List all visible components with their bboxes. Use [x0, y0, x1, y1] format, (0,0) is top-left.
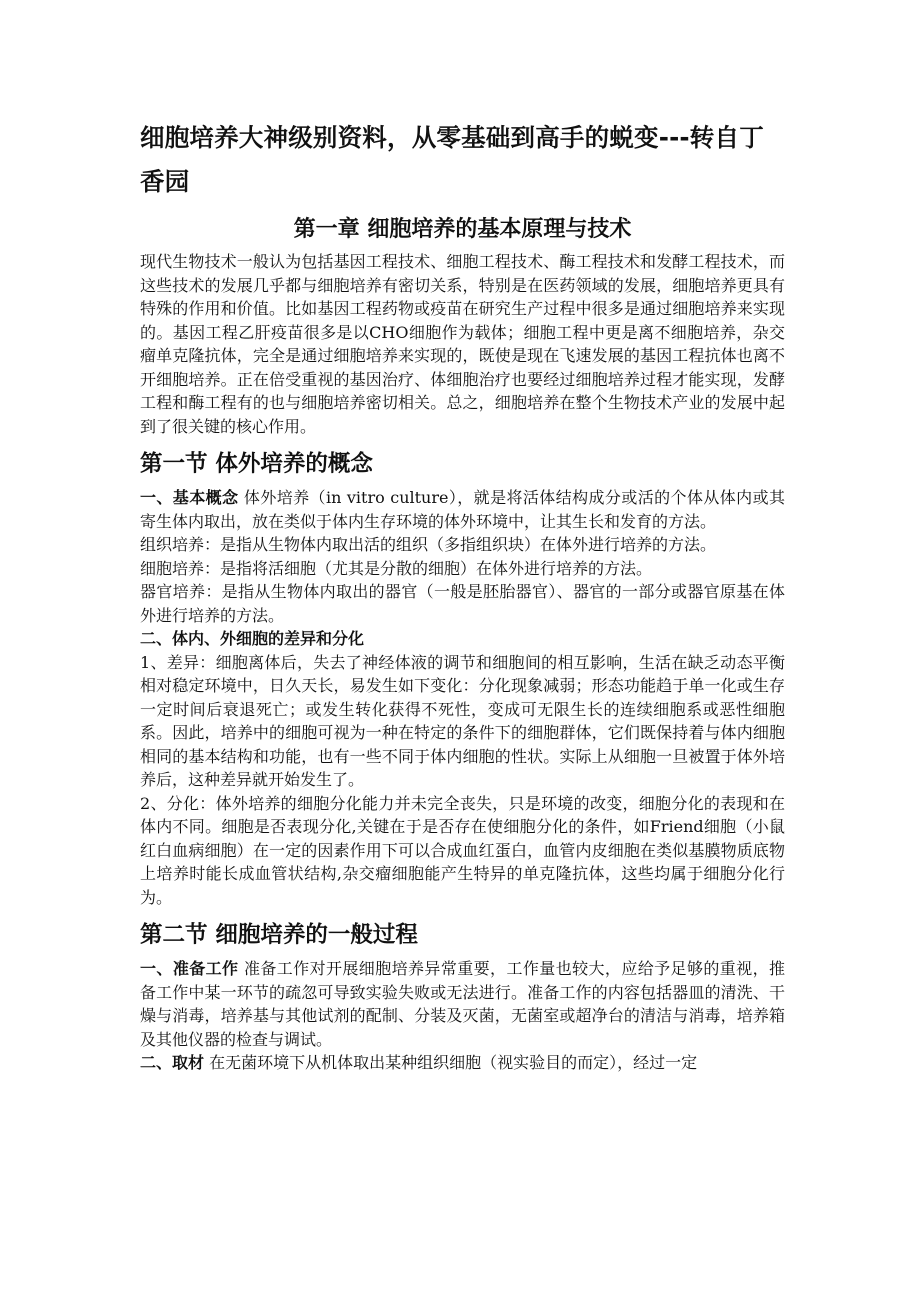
sampling-paragraph: [140, 1051, 785, 1075]
section-2-title: 第二节 细胞培养的一般过程: [140, 922, 418, 948]
document-page: [140, 100, 785, 1075]
tissue-culture-paragraph: 组织培养：是指从生物体内取出活的组织（多指组织块）在体外进行培养的方法。: [140, 535, 717, 554]
basic-concept-paragraph: [140, 486, 785, 533]
organ-culture-paragraph: 器官培养：是指从生物体内取出的器官（一般是胚胎器官）、器官的一部分或器官原基在体外进行培养的方法。: [140, 582, 785, 625]
intro-paragraph: 现代生物技术一般认为包括基因工程技术、细胞工程技术、酶工程技术和发酵工程技术，而这些技术的发展几乎都与细胞培养有密切关系，特别是在医药领域的发展，细胞培养更具有特殊的作用和价值。比如基因工程药物或疫苗在研究生产过程中很多是通过细胞培养来实现的。基因工程乙肝疫苗很多是以CHO细胞作为载体；细胞工程中更是离不细胞培养，杂交瘤单克隆抗体，完全是通过细胞培养来实现的，既使是现在飞速发展的基因工程抗体也离不开细胞培养。正在倍受重视的基因治疗、体细胞治疗也要经过细胞培养过程才能实现，发酵工程和酶工程有的也与细胞培养密切相关。总之，细胞培养在整个生物技术产业的发展中起到了很关键的核心作用。: [140, 252, 785, 436]
document-title: 细胞培养大神级别资料，从零基础到高手的蜕变---转自丁香园: [140, 123, 764, 196]
section-1-title: 第一节 体外培养的概念: [140, 451, 373, 477]
basic-concept-lead: 一、基本概念: [140, 488, 239, 507]
preparation-lead: 一、准备工作: [140, 959, 239, 978]
differentiation-paragraph: 2、分化：体外培养的细胞分化能力并未完全丧失，只是环境的改变，细胞分化的表现和在体内不同。细胞是否表现分化,关键在于是否存在使细胞分化的条件，如Friend细胞（小鼠红白血病细胞）在一定的因素作用下可以合成血红蛋白，血管内皮细胞在类似基膜物质底物上培养时能长成血管状结构,杂交瘤细胞能产生特异的单克隆抗体，这些均属于细胞分化行为。: [140, 793, 785, 907]
difference-subtitle: 二、体内、外细胞的差异和分化: [140, 629, 365, 648]
chapter-title: 第一章 细胞培养的基本原理与技术: [293, 217, 632, 242]
basic-concept-text: 体外培养（in vitro culture），就是将活体结构成分或活的个体从体内或其寄生体内取出，放在类似于体内生存环境的体外环境中，让其生长和发育的方法。: [140, 488, 785, 531]
cell-culture-paragraph: 细胞培养：是指将活细胞（尤其是分散的细胞）在体外进行培养的方法。: [140, 558, 653, 578]
preparation-paragraph: [140, 957, 785, 1051]
preparation-text: 准备工作对开展细胞培养异常重要，工作量也较大，应给予足够的重视，推备工作中某一环节的疏忽可导致实验失败或无法进行。准备工作的内容包括器皿的清洗、干燥与消毒，培养基与其他试剂的配制、分装及灭菌，无菌室或超净台的清洁与消毒，培养箱及其他仪器的检查与调试。: [140, 959, 785, 1049]
sampling-lead: 二、取材: [140, 1053, 205, 1072]
difference-paragraph: 1、差异：细胞离体后，失去了神经体液的调节和细胞间的相互影响，生活在缺乏动态平衡相对稳定环境中，日久天长，易发生如下变化：分化现象减弱；形态功能趋于单一化或生存一定时间后衰退死亡；或发生转化获得不死性，变成可无限生长的连续细胞系或恶性细胞系。因此，培养中的细胞可视为一种在特定的条件下的细胞群体，它们既保持着与体内细胞相同的基本结构和功能，也有一些不同于体内细胞的性状。实际上从细胞一旦被置于体外培养后，这种差异就开始发生了。: [140, 652, 785, 789]
sampling-text: 在无菌环境下从机体取出某种组织细胞（视实验目的而定），经过一定: [204, 1053, 698, 1072]
